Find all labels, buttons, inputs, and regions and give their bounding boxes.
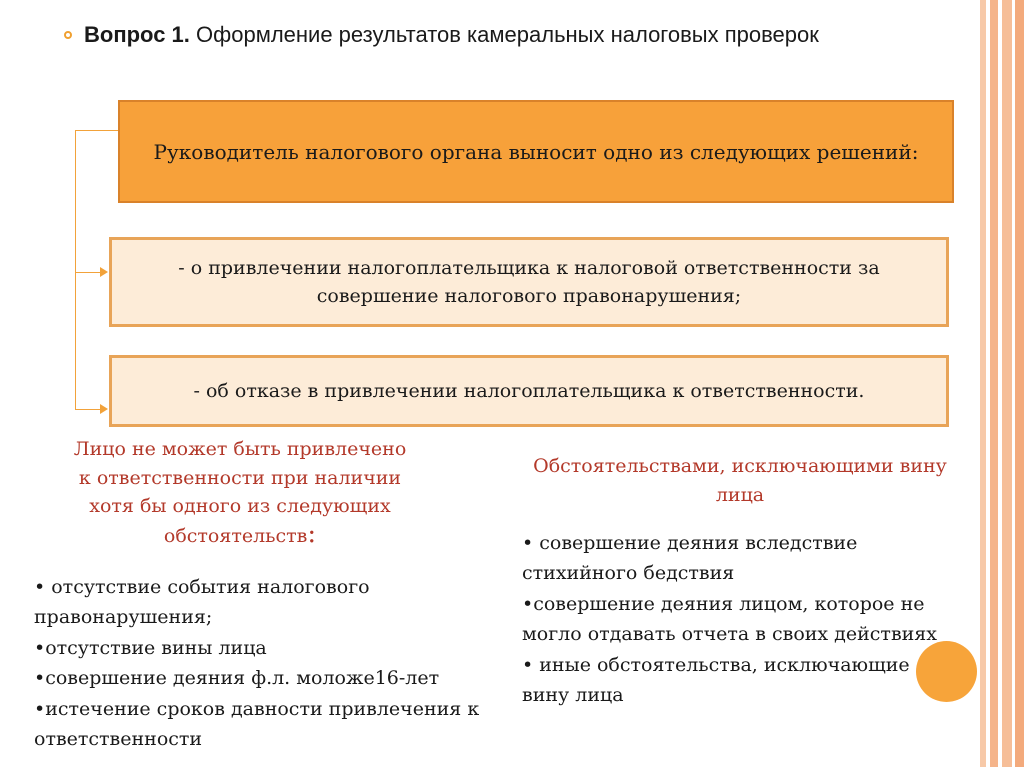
list-item: •истечение сроков давности привлечения к (34, 697, 480, 720)
decision-header-box (118, 100, 954, 203)
list-item: •совершение деяния лицом, которое не (522, 592, 925, 615)
right-heading (505, 452, 975, 509)
option-box-2 (109, 355, 949, 427)
right-heading-line: Обстоятельствами, исключающими вину (533, 455, 947, 477)
list-item: ответственности (34, 727, 203, 750)
left-heading-last-line (40, 518, 440, 551)
list-item: •отсутствие вины лица (34, 636, 267, 659)
option-2-line-1: - об отказе в привлечении налогоплательщика к ответственности. (193, 379, 865, 402)
list-item: вину лица (522, 683, 624, 706)
decision-header-text: Руководитель налогового органа выносит одно из следующих решений: (153, 139, 919, 164)
option-1-line-1: - о привлечении налогоплательщика к налоговой ответственности за (178, 256, 880, 279)
right-heading-line: лица (715, 483, 765, 506)
list-item: • иные обстоятельства, исключающие (522, 653, 910, 676)
left-heading-colon: : (307, 518, 317, 549)
title-bold: Вопрос 1. (84, 22, 190, 47)
arrow-right-icon (100, 267, 108, 277)
list-item: стихийного бедствия (522, 562, 735, 585)
title-text: Оформление результатов камеральных налоговых проверок (189, 22, 819, 47)
decorative-stripes (980, 0, 1024, 767)
slide-title-row (64, 22, 819, 48)
left-list (34, 572, 514, 754)
arrow-right-icon (100, 404, 108, 414)
connector-to-option-2 (75, 409, 101, 410)
list-item: могло отдавать отчета в своих действиях (522, 623, 938, 646)
left-heading (40, 435, 440, 550)
bullet-ring-icon (64, 31, 72, 39)
list-item: •совершение деяния ф.л. моложе16-лет (34, 667, 440, 690)
connector-vertical-line (75, 130, 76, 410)
option-1-line-2: совершение налогового правонарушения; (316, 285, 742, 307)
left-heading-line: хотя бы одного из следующих (89, 495, 391, 517)
left-heading-line: Лицо не может быть привлечено (73, 438, 407, 460)
option-box-1 (109, 237, 949, 327)
left-heading-line: к ответственности при наличии (78, 466, 402, 489)
connector-to-main (75, 130, 118, 131)
list-item: • отсутствие события налогового (34, 576, 370, 598)
connector-to-option-1 (75, 272, 101, 273)
list-item: • совершение деяния вследствие (522, 532, 858, 554)
right-list (522, 528, 982, 710)
decorative-circle (916, 641, 977, 702)
left-heading-last-word: обстоятельств (163, 524, 308, 547)
slide-title (84, 22, 819, 48)
list-item: правонарушения; (34, 606, 213, 629)
